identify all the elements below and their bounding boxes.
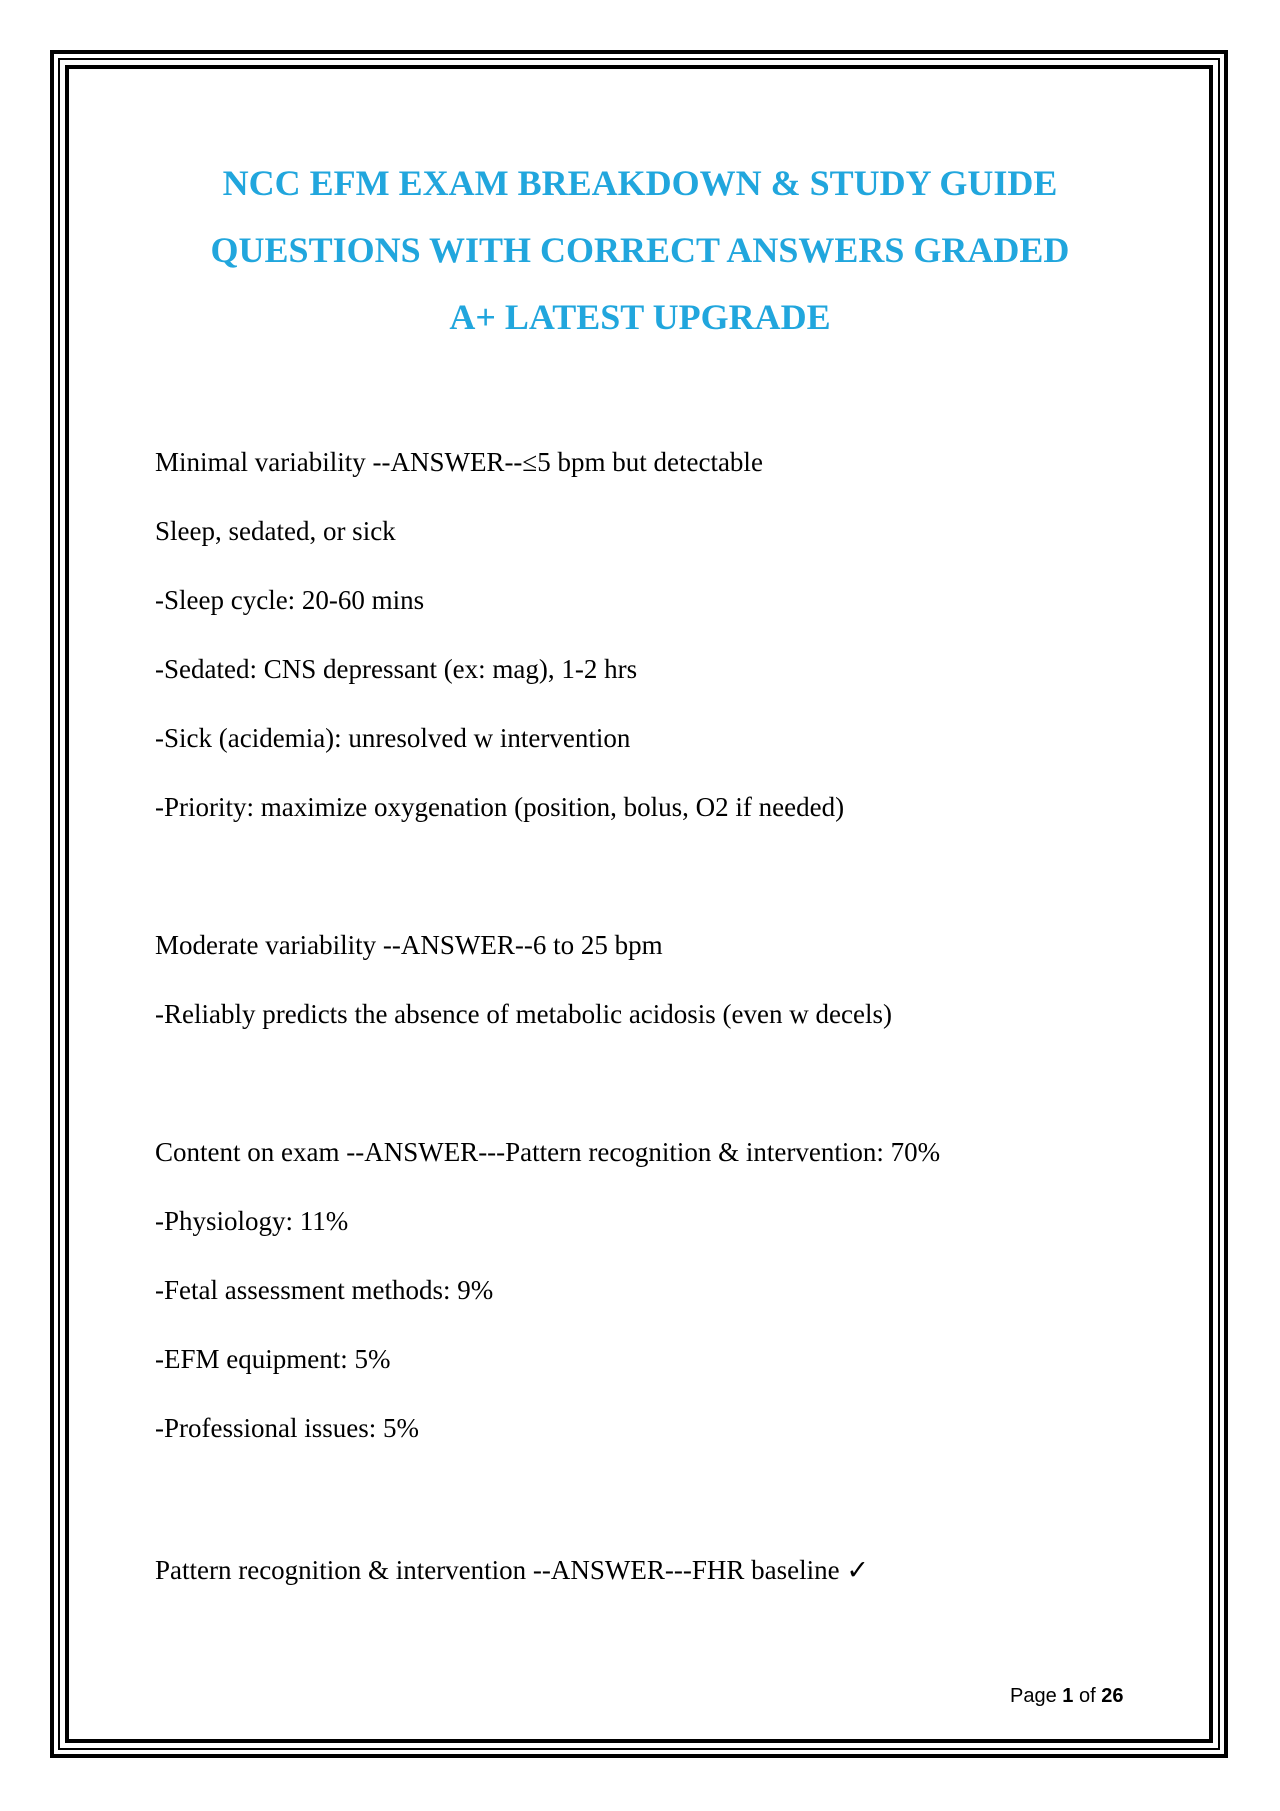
body-line: Moderate variability --ANSWER--6 to 25 bpm [155, 930, 663, 960]
page-word: Page [1010, 1685, 1057, 1707]
total-pages: 26 [1101, 1685, 1124, 1707]
body-line: -Sick (acidemia): unresolved w intervention [155, 723, 631, 753]
body-line: -Physiology: 11% [155, 1206, 349, 1236]
of-word: of [1078, 1685, 1096, 1707]
document-title [100, 150, 1180, 351]
body-line: -Reliably predicts the absence of metabolic acidosis (even w decels) [155, 999, 892, 1029]
body-line: Pattern recognition & intervention --ANSWER---FHR baseline ✓ [155, 1555, 869, 1585]
body-line: Minimal variability --ANSWER--≤5 bpm but detectable [155, 447, 763, 477]
page-number [1010, 1685, 1123, 1708]
title-line-1: NCC EFM EXAM BREAKDOWN & STUDY GUIDE [222, 163, 1058, 203]
body-line: -Sedated: CNS depressant (ex: mag), 1-2 hrs [155, 654, 638, 684]
body-line: -Sleep cycle: 20-60 mins [155, 585, 425, 615]
body-line: -EFM equipment: 5% [155, 1344, 391, 1374]
title-line-2: QUESTIONS WITH CORRECT ANSWERS GRADED [210, 230, 1070, 270]
current-page: 1 [1062, 1685, 1074, 1707]
body-line: Content on exam --ANSWER---Pattern recognition & intervention: 70% [155, 1137, 941, 1167]
body-line: Sleep, sedated, or sick [155, 516, 396, 546]
body-line: -Professional issues: 5% [155, 1413, 419, 1443]
title-line-3: A+ LATEST UPGRADE [449, 297, 831, 337]
body-line: -Fetal assessment methods: 9% [155, 1275, 494, 1305]
body-line: -Priority: maximize oxygenation (position, bolus, O2 if needed) [155, 792, 845, 822]
